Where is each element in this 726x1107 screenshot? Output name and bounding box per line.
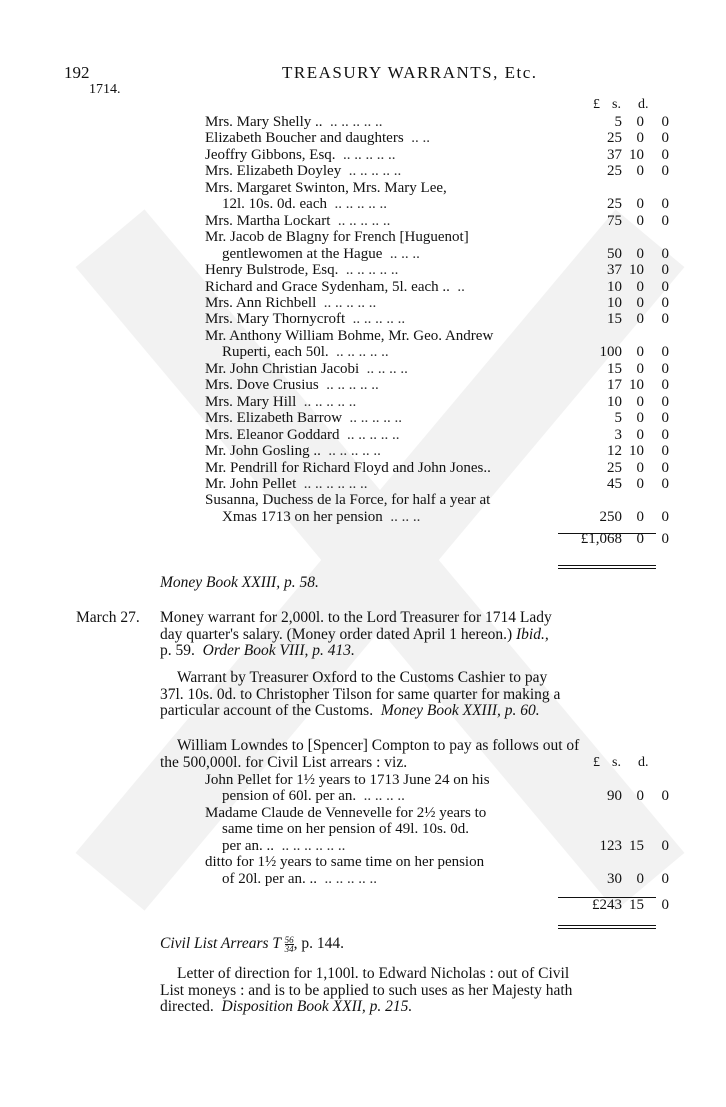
ledger2-row-pence xyxy=(644,821,669,837)
entry2-line-2: 37l. 10s. 0d. to Christopher Tilson for same quarter for making a xyxy=(160,685,561,703)
ledger1-row-pounds: 15 xyxy=(607,360,622,377)
ledger1-row-name xyxy=(205,476,572,492)
ledger1-row-leader-dots: .. .. .. .. .. xyxy=(341,163,402,180)
ledger1-row-name xyxy=(205,509,572,525)
entry3-line-1: William Lowndes to [Spencer] Compton to pay as follows out of xyxy=(177,737,580,754)
entry1-line-1: Money warrant for 2,000l. to the Lord Treasurer for 1714 Lady xyxy=(160,609,552,626)
ledger1-row xyxy=(205,262,669,278)
ledger1-row-leader-dots: .. .. .. .. .. xyxy=(326,196,387,213)
ledger1-row-name xyxy=(205,443,572,459)
ledger2-col-pence: d. xyxy=(638,755,649,770)
ledger1-row-name xyxy=(205,246,572,262)
ledger1-row-pounds xyxy=(572,180,622,196)
ledger1-row-shillings: 0 xyxy=(636,393,644,410)
ledger1-row xyxy=(205,213,669,229)
ledger2-row xyxy=(205,772,669,788)
entry4-ref: Disposition Book XXII, p. 215. xyxy=(221,998,413,1016)
ledger1-row xyxy=(205,427,669,443)
ledger1-row-text: Mr. John Pellet xyxy=(205,475,297,492)
ledger1-row-shillings: 0 xyxy=(636,130,644,147)
ledger1-row-pounds: 12 xyxy=(607,443,622,460)
ledger1-row-name xyxy=(205,114,572,130)
ledger1-row-pounds: 37 xyxy=(607,262,622,279)
ledger2-row-shillings: 15 xyxy=(629,837,644,854)
ledger1-row-shillings xyxy=(622,492,644,508)
ledger1-row xyxy=(205,361,669,377)
ledger1-row-text: Mrs. Ann Richbell xyxy=(205,294,317,311)
ledger2-row-pence xyxy=(644,772,669,788)
ledger1-row-pounds: 3 xyxy=(614,426,622,443)
ledger1-row-leader-dots: .. .. .. .. .. xyxy=(330,212,391,229)
ledger1-row-pounds xyxy=(572,328,622,344)
ledger1-row-pounds xyxy=(572,229,622,245)
ref2-fraction xyxy=(285,936,294,953)
ledger1-row-text: Mrs. Elizabeth Doyley xyxy=(205,163,342,180)
ledger1-row-pence xyxy=(644,229,669,245)
ledger1-row-pence: 0 xyxy=(661,344,669,361)
page-number: 192 xyxy=(64,63,90,82)
ledger2-row-pence xyxy=(644,805,669,821)
ledger1-total-shillings: 0 xyxy=(636,531,644,548)
ledger1-row-name xyxy=(205,328,572,344)
ledger1-row-text: Mr. John Christian Jacobi xyxy=(205,360,360,377)
ledger2-row xyxy=(205,805,669,821)
ledger2-col-pounds: £ xyxy=(593,755,600,770)
ledger1-row-shillings: 10 xyxy=(629,262,644,279)
ledger1-col-shillings: s. xyxy=(612,97,621,112)
ledger2-row-name xyxy=(205,838,572,854)
entry4-line-1: Letter of direction for 1,100l. to Edward Nicholas : out of Civil xyxy=(177,965,570,982)
ledger1-row-pounds xyxy=(572,492,622,508)
ledger1-row-name xyxy=(205,344,572,360)
ledger1-row xyxy=(205,295,669,311)
ledger2-rule-bottom-2 xyxy=(558,928,656,929)
ledger1-row-text: Mrs. Martha Lockart xyxy=(205,212,331,229)
ledger1-row-text: Mr. John Gosling .. xyxy=(205,443,321,460)
ledger1-row-shillings: 10 xyxy=(629,146,644,163)
ledger1-row-shillings xyxy=(622,180,644,196)
ledger1-row xyxy=(205,344,669,360)
ledger1-row-pence: 0 xyxy=(661,377,669,394)
ledger2-row-name xyxy=(205,772,572,788)
ledger2-row-pounds xyxy=(572,772,622,788)
ledger1-row xyxy=(205,492,669,508)
entry2-line-3 xyxy=(160,703,657,720)
ledger1-row-name xyxy=(205,213,572,229)
ledger1-row-leader-dots: .. .. .. .. .. xyxy=(335,146,396,163)
ledger1-row-shillings: 0 xyxy=(636,294,644,311)
ledger1-row-pence: 0 xyxy=(661,278,669,295)
ledger1-row-pence: 0 xyxy=(661,212,669,229)
ledger1-row xyxy=(205,394,669,410)
ledger1-row xyxy=(205,229,669,245)
ledger1-row-pence: 0 xyxy=(661,163,669,180)
ledger2-row-shillings xyxy=(622,854,644,870)
ledger1-row-pence: 0 xyxy=(661,294,669,311)
ledger1-row-text: Mr. Anthony William Bohme, Mr. Geo. Andrew xyxy=(205,327,494,344)
ledger1-row xyxy=(205,460,669,476)
ledger1-row-pence: 0 xyxy=(661,443,669,460)
ledger1-row xyxy=(205,147,669,163)
ledger1-row-pounds: 250 xyxy=(599,508,622,525)
ledger1-row-shillings: 0 xyxy=(636,163,644,180)
ledger1-row-pence: 0 xyxy=(661,475,669,492)
ledger2-row-leader-dots: .. .. .. .. .. xyxy=(316,870,377,887)
ledger1-row-text: gentlewomen at the Hague xyxy=(222,245,383,262)
ledger2-row-name xyxy=(205,788,572,804)
ledger1-row-shillings: 0 xyxy=(636,114,644,130)
ledger1-row-shillings: 0 xyxy=(636,196,644,213)
ledger2-col-shillings: s. xyxy=(612,755,621,770)
entry2-line-1: Warrant by Treasurer Oxford to the Customs Cashier to pay xyxy=(177,669,548,686)
ledger1-row-text: Richard and Grace Sydenham, 5l. each .. xyxy=(205,278,450,295)
ledger1-row-text: Susanna, Duchess de la Force, for half a year at xyxy=(205,492,491,509)
entry1-line-2-text: day quarter's salary. (Money order dated April 1 hereon.) xyxy=(160,625,513,643)
ledger2-row-text: same time on her pension of 49l. 10s. 0d. xyxy=(222,821,470,838)
entry1-line-2 xyxy=(160,627,657,644)
ledger1-row-text: Mrs. Dove Crusius xyxy=(205,377,319,394)
ledger2-row-pence xyxy=(644,854,669,870)
ledger2-row-name xyxy=(205,805,572,821)
ledger1-row-leader-dots: .. .. .. xyxy=(382,245,420,262)
ledger1-row-pence: 0 xyxy=(661,360,669,377)
ledger1-row-leader-dots: .. .. .. .. .. .. xyxy=(296,475,368,492)
ledger1-row-pence: 0 xyxy=(661,146,669,163)
ledger1-row xyxy=(205,311,669,327)
entry-customs-warrant xyxy=(160,670,657,720)
ref2-frac-num: 56 xyxy=(284,935,294,945)
ledger2-row-text: ditto for 1½ years to same time on her pension xyxy=(205,854,485,871)
ledger2-row-name xyxy=(205,854,572,870)
ledger1-row-name xyxy=(205,361,572,377)
ledger1-col-pence: d. xyxy=(638,97,649,112)
entry4-line-3-text: directed. xyxy=(160,998,222,1016)
ledger1-total-pounds: £1,068 xyxy=(580,531,622,548)
ref2-frac-den: 34 xyxy=(284,944,294,954)
ledger1-row-shillings: 0 xyxy=(636,212,644,229)
ref2-page: , p. 144. xyxy=(293,935,344,953)
ledger2-row-pounds: 30 xyxy=(607,870,622,887)
ledger1-total-row xyxy=(205,525,669,547)
ledger2-row xyxy=(205,788,669,804)
ledger1-row-leader-dots: .. .. .. .. xyxy=(359,360,408,377)
ledger2-total-row xyxy=(205,887,669,913)
ledger1-row xyxy=(205,246,669,262)
entry2-ref: Money Book XXIII, p. 60. xyxy=(380,702,540,720)
ledger1-row-shillings: 0 xyxy=(636,311,644,328)
ledger1-row-name xyxy=(205,311,572,327)
ledger1-row xyxy=(205,163,669,179)
ledger1-row-leader-dots: .. .. xyxy=(403,130,430,147)
ledger1-row-leader-dots: .. .. .. .. .. xyxy=(320,443,381,460)
ledger2-row-pence: 0 xyxy=(661,837,669,854)
ledger2-row xyxy=(205,871,669,887)
ledger1-row-pounds: 75 xyxy=(607,212,622,229)
ledger1-row-shillings: 0 xyxy=(636,426,644,443)
ledger1-row-name xyxy=(205,410,572,426)
ledger2-row-text: of 20l. per an. .. xyxy=(222,870,317,887)
ledger1-row-text: Ruperti, each 50l. xyxy=(222,344,329,361)
ledger1-row-pence xyxy=(644,492,669,508)
ledger1-row-leader-dots: .. .. .. .. .. xyxy=(322,114,383,130)
ledger1-row-text: Xmas 1713 on her pension xyxy=(222,508,383,525)
ledger1-row-shillings xyxy=(622,229,644,245)
ledger2-row-text: pension of 60l. per an. xyxy=(222,788,357,805)
ledger1-row-name xyxy=(205,163,572,179)
ledger1-row-name xyxy=(205,394,572,410)
ledger1-row-shillings: 0 xyxy=(636,360,644,377)
ledger1-row xyxy=(205,443,669,459)
ledger1-row-shillings: 10 xyxy=(629,443,644,460)
ledger1-row-pence xyxy=(644,328,669,344)
ledger1-row-text: Mr. Pendrill for Richard Floyd and John Jones.. xyxy=(205,459,491,476)
ledger1-row-pence: 0 xyxy=(661,196,669,213)
entry4-line-2: List moneys : and is to be applied to such uses as her Majesty hath xyxy=(160,981,573,999)
reference-civil-list-arrears xyxy=(160,936,344,953)
ledger1-row-pence: 0 xyxy=(661,311,669,328)
ledger2-row xyxy=(205,838,669,854)
ledger2-row-text: per an. .. xyxy=(222,837,275,854)
ledger1-row-leader-dots: .. .. .. .. .. xyxy=(345,311,406,328)
ledger1-row-text: Henry Bulstrode, Esq. xyxy=(205,262,339,279)
ledger1-row-text: 12l. 10s. 0d. each xyxy=(222,196,327,213)
ledger1-row-pounds: 25 xyxy=(607,196,622,213)
ledger1-row-name xyxy=(205,460,572,476)
ref2-text: Civil List Arrears T xyxy=(160,935,281,953)
ledger1-row-text: Mr. Jacob de Blagny for French [Huguenot] xyxy=(205,229,469,246)
ledger1-row-name xyxy=(205,262,572,278)
ledger1-row-pence: 0 xyxy=(661,410,669,427)
ledger1-row-pence: 0 xyxy=(661,393,669,410)
ledger2-row-shillings: 0 xyxy=(636,870,644,887)
entry1-order-ref: Order Book VIII, p. 413. xyxy=(202,642,355,660)
entry3-line-2: the 500,000l. for Civil List arrears : viz. xyxy=(160,753,408,771)
ledger1-row-pence: 0 xyxy=(661,245,669,262)
ledger2-row-leader-dots: .. .. .. .. .. .. xyxy=(274,837,346,854)
ledger2-row-pounds: 90 xyxy=(607,788,622,805)
ledger1-row-pence: 0 xyxy=(661,426,669,443)
ledger1-row-name xyxy=(205,295,572,311)
ledger1-row-leader-dots: .. .. .. .. .. xyxy=(339,426,400,443)
ledger1-row-text: Mrs. Mary Hill xyxy=(205,393,297,410)
ledger1-row-name xyxy=(205,427,572,443)
entry-letter-of-direction xyxy=(160,966,657,1016)
ledger1-row-name xyxy=(205,147,572,163)
ledger1-row-pounds: 100 xyxy=(599,344,622,361)
ledger1-row-shillings: 0 xyxy=(636,475,644,492)
ledger2-row-shillings xyxy=(622,821,644,837)
ledger1-row-pence: 0 xyxy=(661,130,669,147)
ledger1-row-pence: 0 xyxy=(661,508,669,525)
ledger2-rule-bottom-1 xyxy=(558,925,656,926)
running-title xyxy=(282,63,538,83)
ledger1-row-shillings: 0 xyxy=(636,245,644,262)
ledger1-row-shillings: 10 xyxy=(629,377,644,394)
ledger2-total-pounds: £243 xyxy=(592,897,622,914)
ledger1-total-pence: 0 xyxy=(661,531,669,548)
ledger2-total-pence: 0 xyxy=(661,897,669,914)
ledger1-row-name xyxy=(205,130,572,146)
ledger1-col-pounds: £ xyxy=(593,97,600,112)
ledger1-row-text: Mrs. Mary Shelly .. xyxy=(205,114,323,130)
ledger2-row-name xyxy=(205,821,572,837)
entry1-line-3-text: p. 59. xyxy=(160,642,203,660)
ledger1-row-shillings: 0 xyxy=(636,508,644,525)
ledger1-row-text: Jeoffry Gibbons, Esq. xyxy=(205,146,336,163)
ledger2-row-shillings: 0 xyxy=(636,788,644,805)
ledger1-row-leader-dots: .. .. .. .. .. xyxy=(338,262,399,279)
ledger1-row-shillings: 0 xyxy=(636,278,644,295)
ledger1-row-shillings: 0 xyxy=(636,410,644,427)
ledger1-row-pounds: 17 xyxy=(607,377,622,394)
ledger1-rule-bottom-2 xyxy=(558,568,656,569)
ledger1-row-name xyxy=(205,196,572,212)
ledger2-row xyxy=(205,821,669,837)
ledger1-row-name xyxy=(205,180,572,196)
ledger1-row-shillings xyxy=(622,328,644,344)
ledger1-row-leader-dots: .. .. .. .. .. xyxy=(296,393,357,410)
ledger-table-1 xyxy=(205,114,669,548)
ledger2-row xyxy=(205,854,669,870)
ledger1-row-name xyxy=(205,377,572,393)
ledger2-row-shillings xyxy=(622,772,644,788)
ledger1-row-leader-dots: .. .. .. .. .. xyxy=(318,377,379,394)
ledger1-row-leader-dots: .. .. .. xyxy=(382,508,421,525)
entry1-line-3 xyxy=(160,643,657,660)
entry2-line-3-text: particular account of the Customs. xyxy=(160,702,381,720)
ledger1-row-leader-dots: .. .. .. .. .. xyxy=(342,410,403,427)
ledger1-row xyxy=(205,279,669,295)
ledger1-row-text: Elizabeth Boucher and daughters xyxy=(205,130,404,147)
entry4-line-3 xyxy=(160,999,657,1016)
ledger1-rule-top xyxy=(558,533,656,534)
ledger1-row-text: Mrs. Elizabeth Barrow xyxy=(205,410,343,427)
entry-date-march-27: March 27. xyxy=(76,609,140,626)
ledger1-row-leader-dots: .. xyxy=(449,278,465,295)
ledger1-row-pounds: 45 xyxy=(607,475,622,492)
ledger1-row xyxy=(205,328,669,344)
ledger1-row xyxy=(205,196,669,212)
ledger1-row-pence: 0 xyxy=(661,459,669,476)
ledger2-row-pence: 0 xyxy=(661,788,669,805)
ledger1-row-name xyxy=(205,229,572,245)
ledger1-row-shillings: 0 xyxy=(636,459,644,476)
ledger1-row xyxy=(205,114,669,130)
ledger1-row-text: Mrs. Margaret Swinton, Mrs. Mary Lee, xyxy=(205,179,447,196)
ledger2-row-pence: 0 xyxy=(661,870,669,887)
ledger1-row-pounds: 25 xyxy=(607,459,622,476)
entry1-ibid: Ibid., xyxy=(516,625,549,643)
ledger1-row-name xyxy=(205,492,572,508)
ledger1-rule-bottom-1 xyxy=(558,565,656,566)
ledger1-row-pounds: 25 xyxy=(607,163,622,180)
ledger2-row-text: Madame Claude de Vennevelle for 2½ years to xyxy=(205,804,487,821)
ledger2-row-pounds: 123 xyxy=(599,837,622,854)
ledger2-row-name xyxy=(205,871,572,887)
ledger1-row xyxy=(205,130,669,146)
ledger1-row-shillings: 0 xyxy=(636,344,644,361)
ledger1-row xyxy=(205,509,669,525)
ledger2-row-pounds xyxy=(572,821,622,837)
ledger-table-2 xyxy=(205,772,669,914)
ledger2-row-pounds xyxy=(572,854,622,870)
ledger1-row-text: Mrs. Mary Thornycroft xyxy=(205,311,346,328)
ledger1-row-pence: 0 xyxy=(661,262,669,279)
ledger2-rule-top xyxy=(558,897,656,898)
year-margin: 1714. xyxy=(89,82,121,97)
ledger1-row-leader-dots: .. .. .. .. .. xyxy=(316,294,377,311)
ledger1-row xyxy=(205,410,669,426)
ledger1-row-pounds: 10 xyxy=(607,393,622,410)
ledger1-row-text: Mrs. Eleanor Goddard xyxy=(205,426,340,443)
ledger1-row-name xyxy=(205,279,572,295)
ledger1-row-pounds: 10 xyxy=(607,278,622,295)
ledger1-row-pounds: 15 xyxy=(607,311,622,328)
reference-money-book-58: Money Book XXIII, p. 58. xyxy=(160,574,319,591)
running-title-text: TREASURY WARRANTS, Etc. xyxy=(282,63,538,82)
ledger2-row-pounds xyxy=(572,805,622,821)
ledger1-row-pounds: 10 xyxy=(607,294,622,311)
ledger1-row xyxy=(205,180,669,196)
ledger1-row-pence xyxy=(644,180,669,196)
ledger1-row xyxy=(205,476,669,492)
ledger1-row-pounds: 50 xyxy=(607,245,622,262)
entry-lowndes-compton xyxy=(160,738,657,771)
ledger1-row-pounds: 37 xyxy=(607,146,622,163)
ledger1-row-pounds: 5 xyxy=(614,410,622,427)
ledger2-row-leader-dots: .. .. .. .. xyxy=(356,788,405,805)
ledger1-row xyxy=(205,377,669,393)
ledger1-row-pence: 0 xyxy=(661,114,669,130)
ledger2-row-shillings xyxy=(622,805,644,821)
ledger1-row-pounds: 25 xyxy=(607,130,622,147)
ledger2-row-text: John Pellet for 1½ years to 1713 June 24 on his xyxy=(205,772,490,788)
entry-money-warrant xyxy=(160,610,657,660)
ledger2-total-shillings: 15 xyxy=(629,897,644,914)
ledger1-row-leader-dots: .. .. .. .. .. xyxy=(328,344,389,361)
ledger1-row-pounds: 5 xyxy=(614,114,622,130)
